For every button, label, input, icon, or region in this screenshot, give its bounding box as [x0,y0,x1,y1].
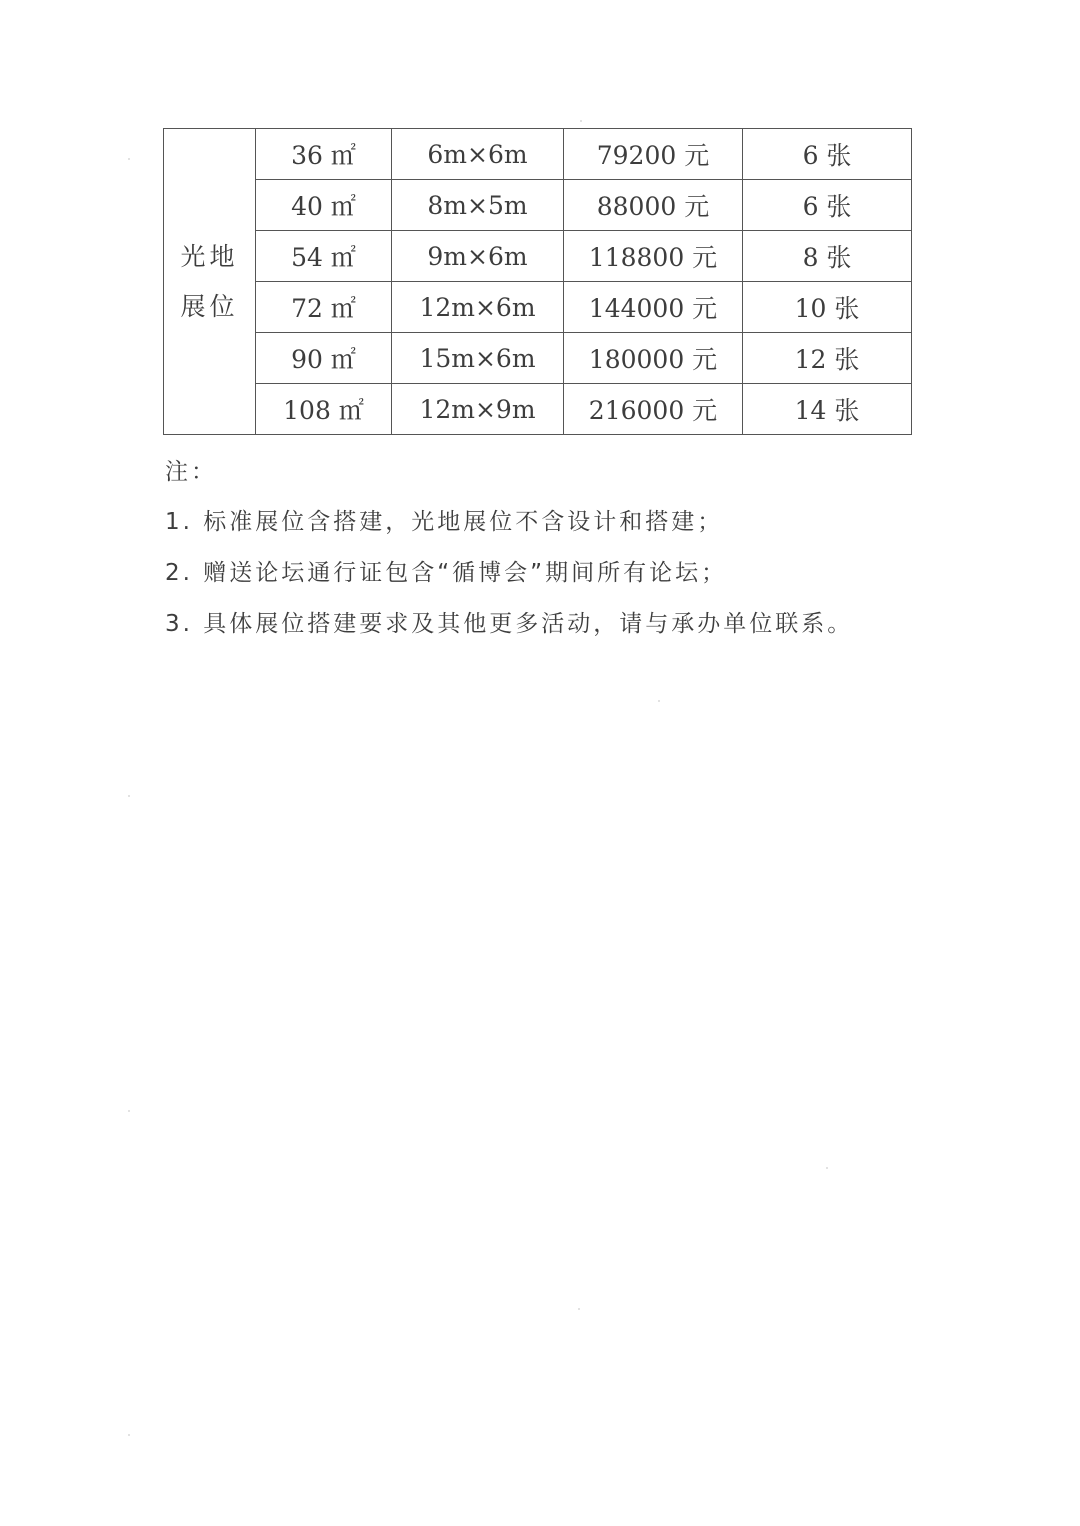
area-cell: 40 ㎡ [256,180,392,231]
area-cell: 36 ㎡ [256,129,392,180]
note-item: 2. 赠送论坛通行证包含“循博会”期间所有论坛； [165,560,728,586]
notes-section [165,452,965,655]
notes-title: 注： [165,459,217,485]
size-cell: 15m×6m [392,333,564,384]
size-cell: 12m×6m [392,282,564,333]
area-cell: 90 ㎡ [256,333,392,384]
price-cell: 79200 元 [564,129,743,180]
note-item: 3. 具体展位搭建要求及其他更多活动，请与承办单位联系。 [165,611,854,637]
group-label-line: 展位 [180,291,239,321]
table-row [164,129,912,180]
passes-cell: 10 张 [743,282,912,333]
area-cell: 72 ㎡ [256,282,392,333]
scan-speck [128,1110,130,1112]
passes-cell: 6 张 [743,129,912,180]
booth-price-table [163,128,912,435]
size-cell: 6m×6m [392,129,564,180]
note-item: 1. 标准展位含搭建，光地展位不含设计和搭建； [165,509,724,535]
price-cell: 180000 元 [564,333,743,384]
table-row [164,231,912,282]
passes-cell: 8 张 [743,231,912,282]
price-cell: 118800 元 [564,231,743,282]
size-cell: 8m×5m [392,180,564,231]
scan-speck [826,1167,828,1169]
passes-cell: 14 张 [743,384,912,435]
table-row [164,282,912,333]
table-row [164,333,912,384]
group-label-line: 光地 [180,241,239,271]
scan-speck [128,1434,130,1436]
group-label-raw-space [164,129,256,435]
passes-cell: 12 张 [743,333,912,384]
scan-speck [128,158,130,160]
scan-speck [128,795,130,797]
area-cell: 54 ㎡ [256,231,392,282]
price-cell: 88000 元 [564,180,743,231]
size-cell: 12m×9m [392,384,564,435]
scan-speck [658,700,660,702]
scan-speck [580,120,582,122]
price-cell: 144000 元 [564,282,743,333]
table-row [164,180,912,231]
passes-cell: 6 张 [743,180,912,231]
table-row [164,384,912,435]
scan-speck [578,1308,580,1310]
size-cell: 9m×6m [392,231,564,282]
area-cell: 108 ㎡ [256,384,392,435]
price-cell: 216000 元 [564,384,743,435]
